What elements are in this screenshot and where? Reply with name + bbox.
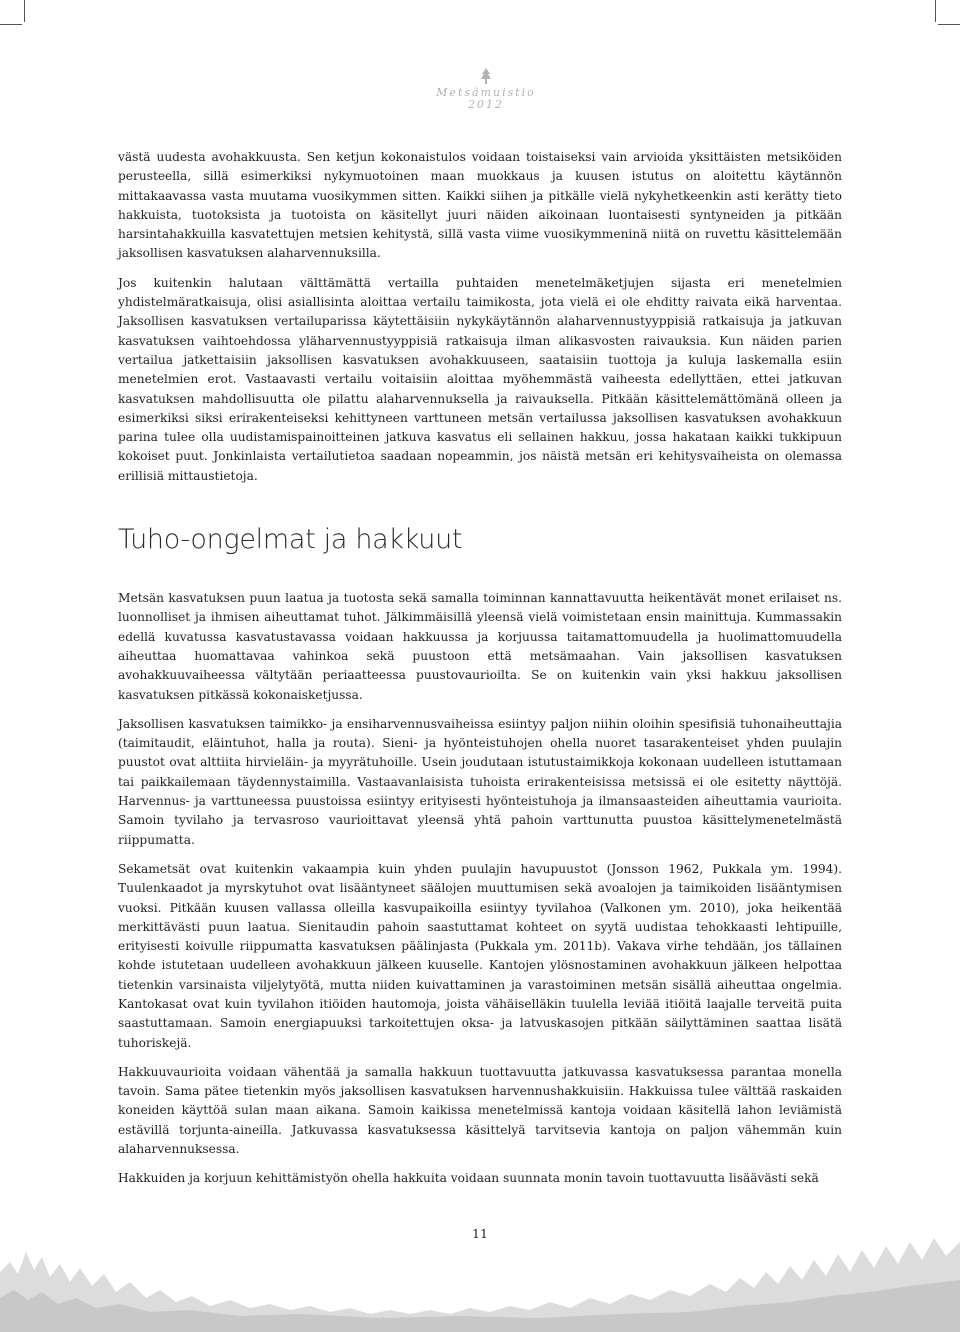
paragraph: Jaksollisen kasvatuksen taimikko- ja ensiharvennusvaiheissa esiintyy paljon niihin oloihin spesifisiä tuhonaiheuttajia (taimitaudit, eläintuhot, halla ja routa). Sieni- ja hyönteistuhojen ohella nuoret tasarakenteiset yhden puulajin puustot ovat alttiita hirvieläin- ja myyrätuhoille. Usein joudutaan istutustaimikkoja kokonaan uudelleen istuttamaan tai paikkailemaan täydennystaimilla. Vastaavanlaisista tuhoista erirakenteisissa metsissä ei ole esitetty näyttöjä. Harvennus- ja varttuneessa puustoissa esiintyy erityisesti hyönteistuhoja ja ilmansaasteiden aiheuttamia vaurioita. Samoin tyvilaho ja tervasroso vaurioittavat yleensä yhtä pahoin varttunutta puustoa käsittelymenetelmästä riippumatta. xyxy=(118,716,842,847)
header-year: 2012 xyxy=(468,98,504,111)
crop-mark-top-left-h xyxy=(0,24,22,25)
paragraph: Hakkuuvaurioita voidaan vähentää ja samalla hakkuun tuottavuutta jatkuvassa kasvatuksessa parantaa monella tavoin. Sama pätee tietenkin myös jaksollisen kasvatuksen harvennushakkuisiin. Hakkuissa tulee välttää raskaiden koneiden käyttöä sulan maan aikana. Samoin kaikissa menetelmissä kantoja voidaan käsitellä lahon leviämistä estävillä torjunta-aineilla. Jatkuvassa kasvatuksessa käsittelyä tarvitsevia kantoja on paljon vähemmän kuin alaharvennuksessa. xyxy=(118,1064,842,1157)
crop-mark-top-left-v xyxy=(24,0,25,22)
forest-silhouette-icon xyxy=(0,1202,960,1332)
tree-icon xyxy=(436,68,536,84)
paragraph: västä uudesta avohakkuusta. Sen ketjun kokonaistulos voidaan toistaiseksi vain arvioida yksittäisten metsiköiden perusteella, sillä esimerkiksi nykymuotoinen maan muokkaus ja kuusen istutus on aloitettu käytännön mittakaavassa vasta muutama vuosikymmen sitten. Kaikki siihen ja pitkälle vielä nykyhetkeenkin asti kerätty tieto hakkuista, tuotoksista ja tuotoista on käsitellyt juuri näiden aikoinaan luontaisesti syntyneiden ja pitkään harsintahakkuilla kasvatettujen metsien kehitystä, sillä vasta viime vuosikymmeninä niitä on ruvettu käsittelemään jaksollisen kasvatuksen alaharvennuksilla. xyxy=(118,150,842,261)
header-title: Metsämuistio xyxy=(436,86,536,99)
crop-mark-top-right-v xyxy=(935,0,936,22)
crop-mark-top-right-h xyxy=(938,24,960,25)
paragraph: Jos kuitenkin halutaan välttämättä vertailla puhtaiden menetelmäketjujen sijasta eri menetelmien yhdistelmäratkaisuja, olisi asiallisinta aloittaa vertailu taimikosta, jota vielä ei ole ehditty raivata eikä harventaa. Jaksollisen kasvatuksen vertailuparissa käytettäisiin nykykäytännön alaharvennustyyppisiä ratkaisuja ja jatkuvan kasvatuksen vaihtoehdossa yläharvennustyyppisiä ratkaisuja ilman alikasvosten raivauksia. Kun näiden parien vertailua jatkettaisiin jaksollisen kasvatuksen avohakkuuseen, saataisiin tuottoja ja kuluja laskemalla esiin menetelmien erot. Vastaavasti vertailu voitaisiin aloittaa myöhemmästä vaiheesta edellyttäen, ettei jatkuvan kasvatuksen mahdollisuutta ole pilattu alaharvennuksella ja raivauksella. Pitkään käsittelemättömänä olleen ja esimerkiksi siksi erirakenteiseksi kehittyneen varttuneen metsän vertailussa jaksollisen kasvatuksen avohakkuun parina tulee olla uudistamispainoitteinen jatkuva kasvatus eli sellainen hakkuu, jossa hakataan kaikki tukkipuun kokoiset puut. Jonkinlaista vertailutietoa saadaan nopeammin, jos näistä metsän eri kehitysvaiheista on olemassa erillisiä mittaustietoja. xyxy=(118,275,842,483)
article-body xyxy=(118,148,842,1199)
paragraph: Sekametsät ovat kuitenkin vakaampia kuin yhden puulajin havupuustot (Jonsson 1962, Pukkala ym. 1994). Tuulenkaadot ja myrskytuhot ovat lisääntyneet säälojen muuttumisen sekä avoalojen ja taimikoiden lisääntymisen vuoksi. Pitkään kuusen vallassa olleilla kasvupaikoilla esiintyy tyvilahoa (Valkonen ym. 2010), joka heikentää merkittävästi puun laatua. Sienitaudin pahoin saastuttamat kohteet on syytä uudistaa tehokkaasti lehtipuille, erityisesti koivulle riippumatta kasvatuksen päälinjasta (Pukkala ym. 2011b). Vakava virhe tehdään, jos tällainen kohde istutetaan uudelleen avohakkuun jälkeen kuuselle. Kantojen ylösnostaminen avohakkuun jälkeen helpottaa tietenkin varsinaista viljelytyötä, mutta niiden kuivattaminen ja varastoiminen metsän sisällä aiheuttaa ongelmia. Kantokasat ovat kuin tyvilahon itiöiden hautomoja, joista vähäiselläkin tuulella leviää itiöitä laajalle terveitä puita saastuttamaan. Samoin energiapuuksi tarkoitettujen oksa- ja latvuskasojen pitkään säilyttäminen saattaa lisätä tuhoriskejä. xyxy=(118,861,842,1050)
paragraph: Metsän kasvatuksen puun laatua ja tuotosta sekä samalla toiminnan kannattavuutta heikentävät monet erilaiset ns. luonnolliset ja ihmisen aiheuttamat tuhot. Jälkimmäisillä yleensä vielä voimistetaan ensin mainittuja. Kummassakin edellä kuvatussa kasvatustavassa voidaan hakkuussa ja korjuussa taitamattomuudella ja huolimattomuudella aiheuttaa huomattavaa vahinkoa sekä puustoon että metsämaahan. Vain jaksollisen kasvatuksen avohakkuuvaiheessa vältytään periaatteessa puustovaurioilta. Se on kuitenkin vain yksi hakkuu jaksollisen kasvatuksen pitkässä kokonaisketjussa. xyxy=(118,591,842,702)
section-heading: Tuho-ongelmat ja hakkuut xyxy=(118,524,463,556)
page-number: 11 xyxy=(472,1226,488,1241)
header-logo xyxy=(436,68,536,111)
paragraph: Hakkuiden ja korjuun kehittämistyön ohella hakkuita voidaan suunnata monin tavoin tuottavuutta lisäävästi sekä xyxy=(118,1171,819,1186)
